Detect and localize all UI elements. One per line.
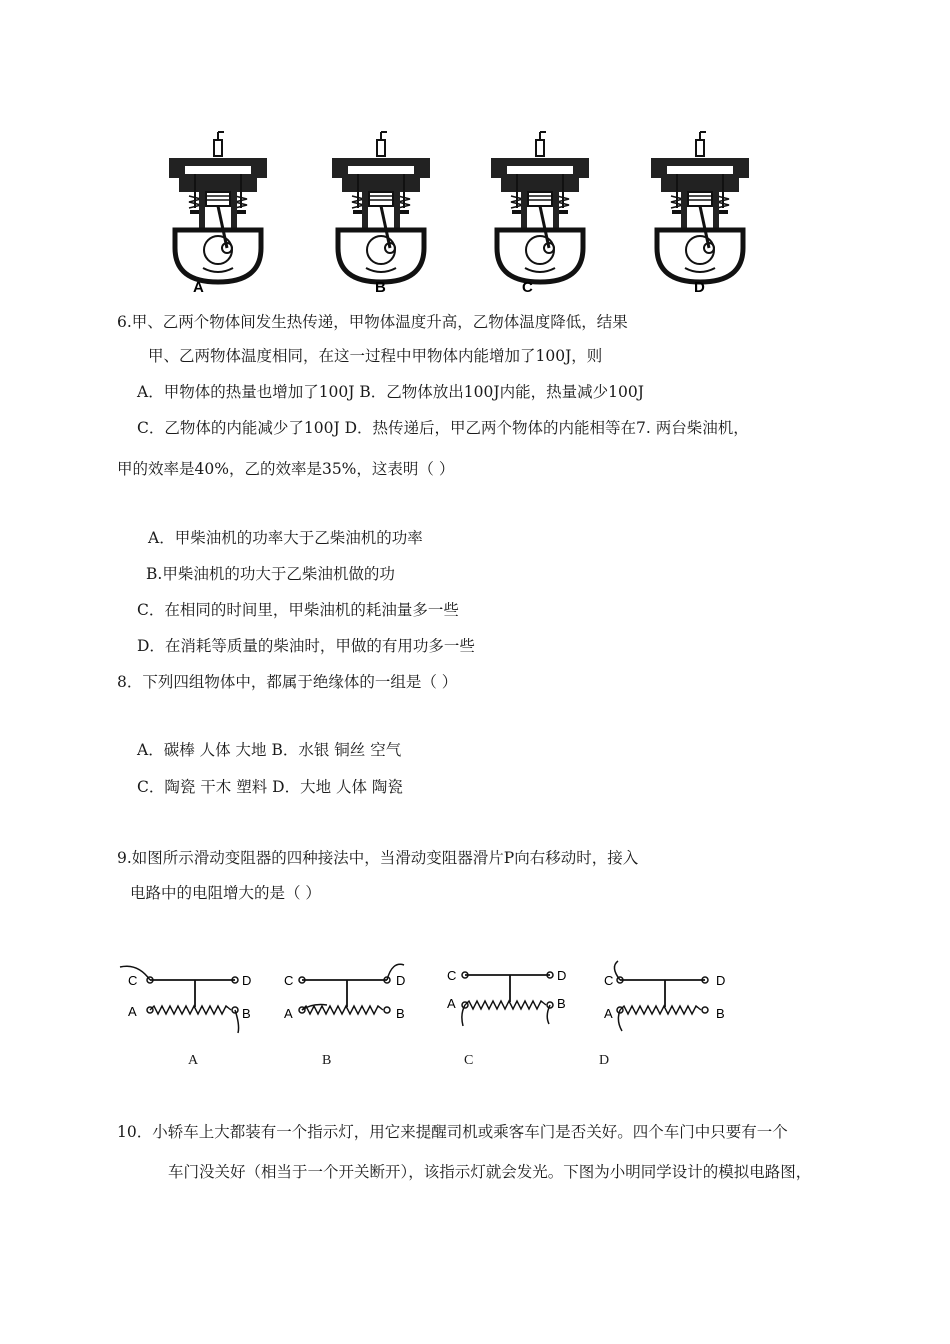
svg-text:B: B [557,996,566,1011]
q6-options-cd: C．乙物体的内能减少了100J D．热传递后，甲乙两个物体的内能相等在7. 两台柴油机， [137,419,749,437]
q8-options-cd: C．陶瓷 干木 塑料 D．大地 人体 陶瓷 [137,778,403,796]
rheostat-label-d: D [599,1053,610,1068]
q9-stem-line2: 电路中的电阻增大的是（ ） [130,884,321,902]
engine-strokes-figure [150,120,770,305]
rheostat-figures [110,955,750,1055]
rheostat-c [447,968,566,1026]
q10-stem-line2: 车门没关好（相当于一个开关断开），该指示灯就会发光。下图为小明同学设计的模拟电路图， [168,1163,812,1181]
svg-text:C: C [284,973,294,988]
q10-stem-line1: 10．小轿车上大都装有一个指示灯，用它来提醒司机或乘客车门是否关好。四个车门中只要有一个 [117,1123,788,1141]
svg-text:A: A [604,1006,613,1021]
svg-text:D: D [716,973,726,988]
svg-text:D: D [396,973,406,988]
q6-options-ab: A．甲物体的热量也增加了100J B．乙物体放出100J内能，热量减少100J [137,383,644,401]
engine-c [491,132,589,282]
rheostat-label-c: C [464,1053,474,1068]
svg-text:C: C [128,973,138,988]
svg-text:C: C [604,973,614,988]
svg-text:A: A [284,1006,293,1021]
q7-option-b: B.甲柴油机的功大于乙柴油机做的功 [146,565,395,583]
svg-text:D: D [242,973,252,988]
svg-text:C: C [447,968,457,983]
svg-text:B: B [716,1006,725,1021]
q7-option-c: C．在相同的时间里，甲柴油机的耗油量多一些 [137,601,459,619]
svg-text:A: A [128,1004,137,1019]
q8-options-ab: A．碳棒 人体 大地 B．水银 铜丝 空气 [137,741,402,759]
svg-text:A: A [447,996,456,1011]
engine-label-a: A [193,279,204,296]
q7-option-d: D．在消耗等质量的柴油时，甲做的有用功多一些 [137,637,475,655]
engine-label-c: C [522,279,533,296]
engine-a [169,132,267,282]
svg-text:B: B [242,1006,251,1021]
rheostat-a [120,966,251,1033]
rheostat-label-b: B [322,1053,332,1068]
q7-option-a: A．甲柴油机的功率大于乙柴油机的功率 [148,529,423,547]
engine-label-d: D [694,279,705,296]
q8-stem: 8．下列四组物体中，都属于绝缘体的一组是（ ） [117,673,458,691]
engine-d [651,132,749,282]
rheostat-d [604,961,725,1031]
engine-b [332,132,430,282]
q7-stem: 甲的效率是40%，乙的效率是35%，这表明（ ） [117,460,455,478]
engine-label-b: B [375,279,386,296]
svg-text:B: B [396,1006,405,1021]
rheostat-b [284,964,405,1021]
q6-stem-line1: 6.甲、乙两个物体间发生热传递，甲物体温度升高，乙物体温度降低，结果 [117,313,628,331]
q6-stem-line2: 甲、乙两物体温度相同，在这一过程中甲物体内能增加了100J，则 [148,347,603,365]
q9-stem-line1: 9.如图所示滑动变阻器的四种接法中，当滑动变阻器滑片P向右移动时，接入 [117,849,639,867]
rheostat-label-a: A [188,1053,199,1068]
svg-text:D: D [557,968,567,983]
